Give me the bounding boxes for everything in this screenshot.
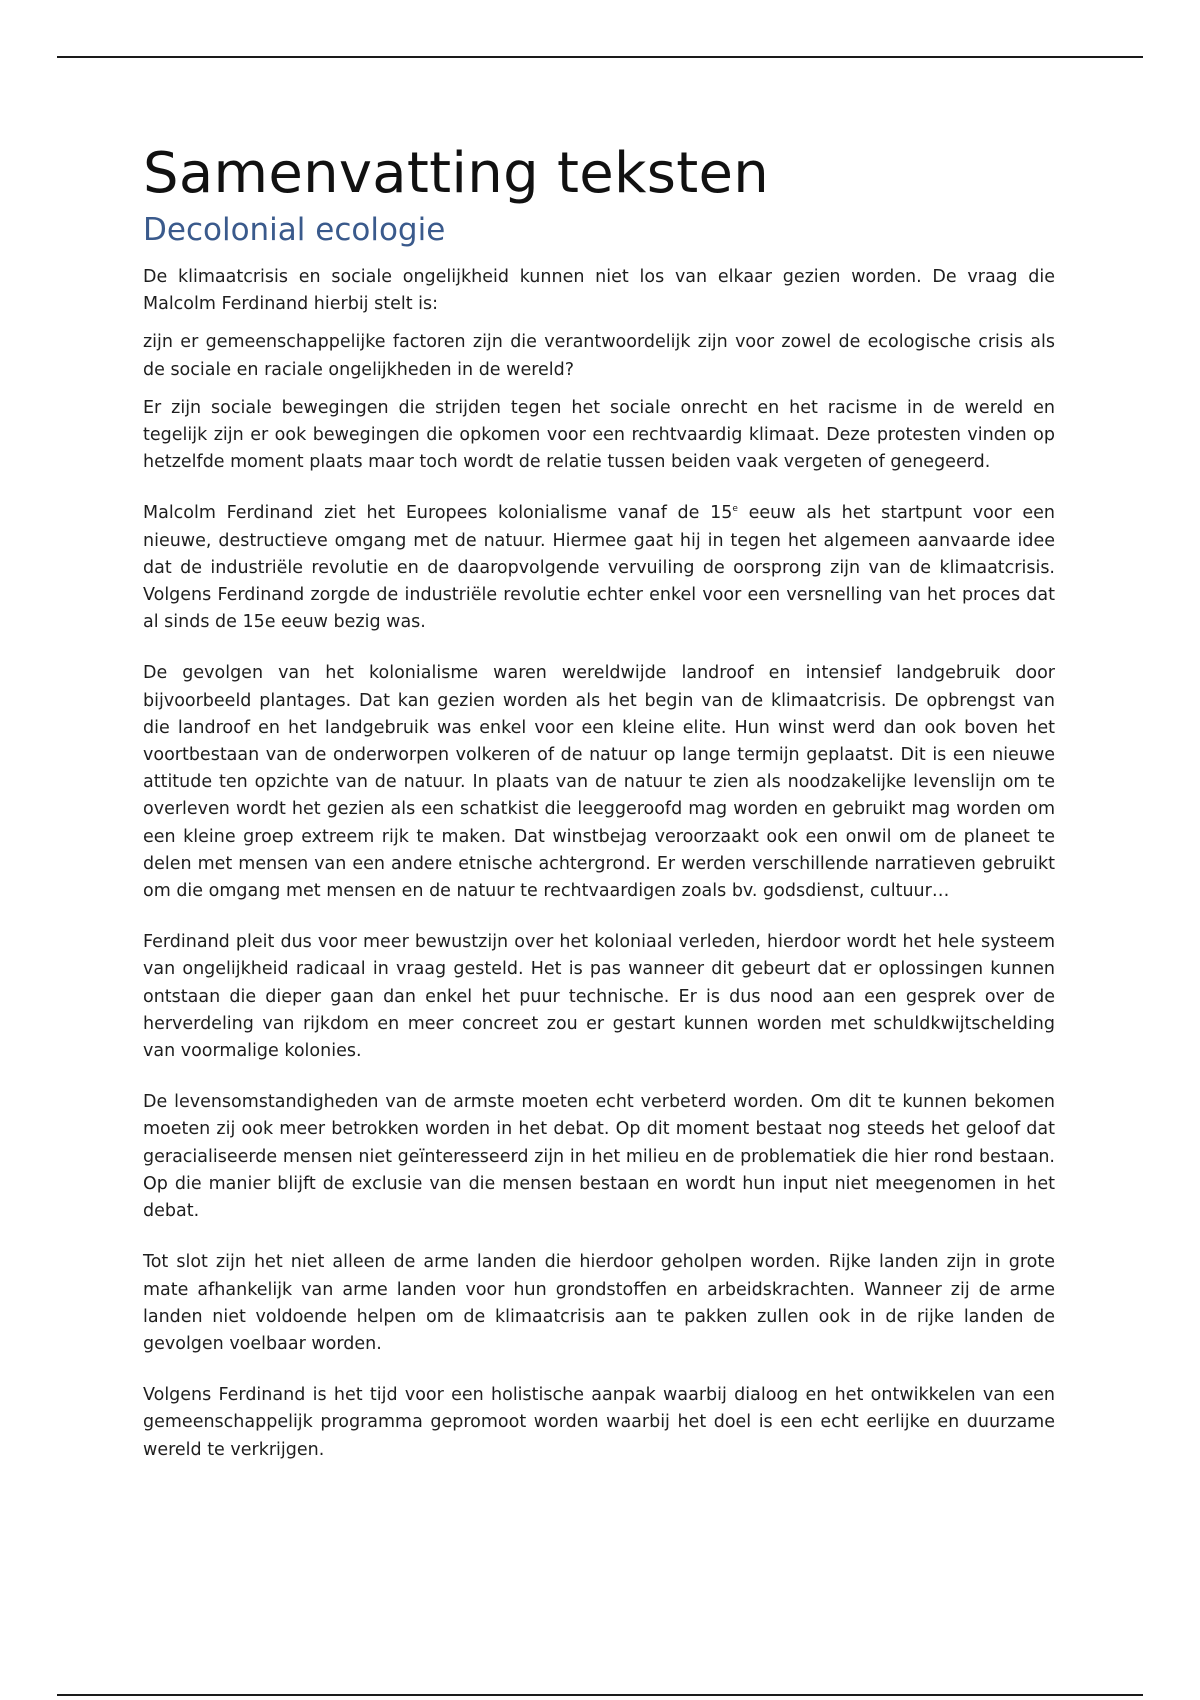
paragraph-awareness: Ferdinand pleit dus voor meer bewustzijn over het koloniaal verleden, hierdoor wordt het hele systeem van ongelijkheid radicaal in vraag gesteld. Het is pas wanneer dit gebeurt dat er oplossingen kunnen ontstaan die dieper gaan dan enkel het puur technische. Er is dus nood aan een gesprek over de herverdeling van rijkdom en meer concreet zou er gestart kunnen worden met schuldkwijtschelding van voormalige kolonies. xyxy=(143,932,1055,1062)
paragraph-conclusion: Volgens Ferdinand is het tijd voor een holistische aanpak waarbij dialoog en het ontwikkelen van een gemeenschappelijk programma gepromoot worden waarbij het doel is een echt eerlijke en duurzame wereld te verkrijgen. xyxy=(143,1385,1055,1460)
century-superscript: e xyxy=(732,504,738,515)
paragraph-question: zijn er gemeenschappelijke factoren zijn die verantwoordelijk zijn voor zowel de ecologische crisis als de sociale en raciale ongelijkheden in de wereld? xyxy=(143,332,1055,380)
paragraph-rich-countries: Tot slot zijn het niet alleen de arme landen die hierdoor geholpen worden. Rijke landen zijn in grote mate afhankelijk van arme landen voor hun grondstoffen en arbeidskrachten. Wanneer zij de arme landen niet voldoende helpen om de klimaatcrisis aan te pakken zullen ook in de rijke landen de gevolgen voelbaar worden. xyxy=(143,1252,1055,1354)
paragraph-living-conditions: De levensomstandigheden van de armste moeten echt verbeterd worden. Om dit te kunnen bekomen moeten zij ook meer betrokken worden in het debat. Op dit moment bestaat nog steeds het geloof dat geracialiseerde mensen niet geïnteresseerd zijn in het milieu en de problematiek die hier rond bestaan. Op die manier blijft de exclusie van die mensen bestaan en wordt hun input niet meegenomen in het debat. xyxy=(143,1092,1055,1222)
paragraph-consequences: De gevolgen van het kolonialisme waren wereldwijde landroof en intensief landgebruik door bijvoorbeeld plantages. Dat kan gezien worden als het begin van de klimaatcrisis. De opbrengst van die landroof en het landgebruik was enkel voor een kleine elite. Hun winst werd dan ook boven het voortbestaan van de onderworpen volkeren of de natuur op lange termijn geplaatst. Dit is een nieuwe attitude ten opzichte van de natuur. In plaats van de natuur te zien als noodzakelijke levenslijn om te overleven wordt het gezien als een schatkist die leeggeroofd mag worden en gebruikt mag worden om een kleine groep extreem rijk te maken. Dat winstbejag veroorzaakt ook een onwil om de planeet te delen met mensen van een andere etnische achtergrond. Er werden verschillende narratieven gebruikt om die omgang met mensen en de natuur te rechtvaardigen zoals bv. godsdienst, cultuur… xyxy=(143,663,1055,902)
bottom-divider xyxy=(57,1694,1143,1696)
document-title: Samenvatting teksten xyxy=(143,141,770,206)
top-divider xyxy=(57,56,1143,58)
colonialism-text-end: eeuw als het startpunt voor een nieuwe, destructieve omgang met de natuur. Hiermee gaat hij in tegen het algemeen aanvaarde idee dat de industriële revolutie en de daaropvolgende vervuiling de oorsprong zijn van de klimaatcrisis. Volgens Ferdinand zorgde de industriële revolutie echter enkel voor een versnelling van het proces dat al sinds de 15e eeuw bezig was. xyxy=(143,503,1056,633)
paragraph-intro: De klimaatcrisis en sociale ongelijkheid kunnen niet los van elkaar gezien worden. De vraag die Malcolm Ferdinand hierbij stelt is: xyxy=(143,267,1055,315)
section-heading: Decolonial ecologie xyxy=(143,212,446,248)
paragraph-colonialism xyxy=(143,500,1055,636)
document-body xyxy=(143,138,1055,1464)
paragraph-movements: Er zijn sociale bewegingen die strijden tegen het sociale onrecht en het racisme in de wereld en tegelijk zijn er ook bewegingen die opkomen voor een rechtvaardig klimaat. Deze protesten vinden op hetzelfde moment plaats maar toch wordt de relatie tussen beiden vaak vergeten of genegeerd. xyxy=(143,397,1055,473)
colonialism-text-start: Malcolm Ferdinand ziet het Europees kolonialisme vanaf de 15 xyxy=(143,503,733,524)
